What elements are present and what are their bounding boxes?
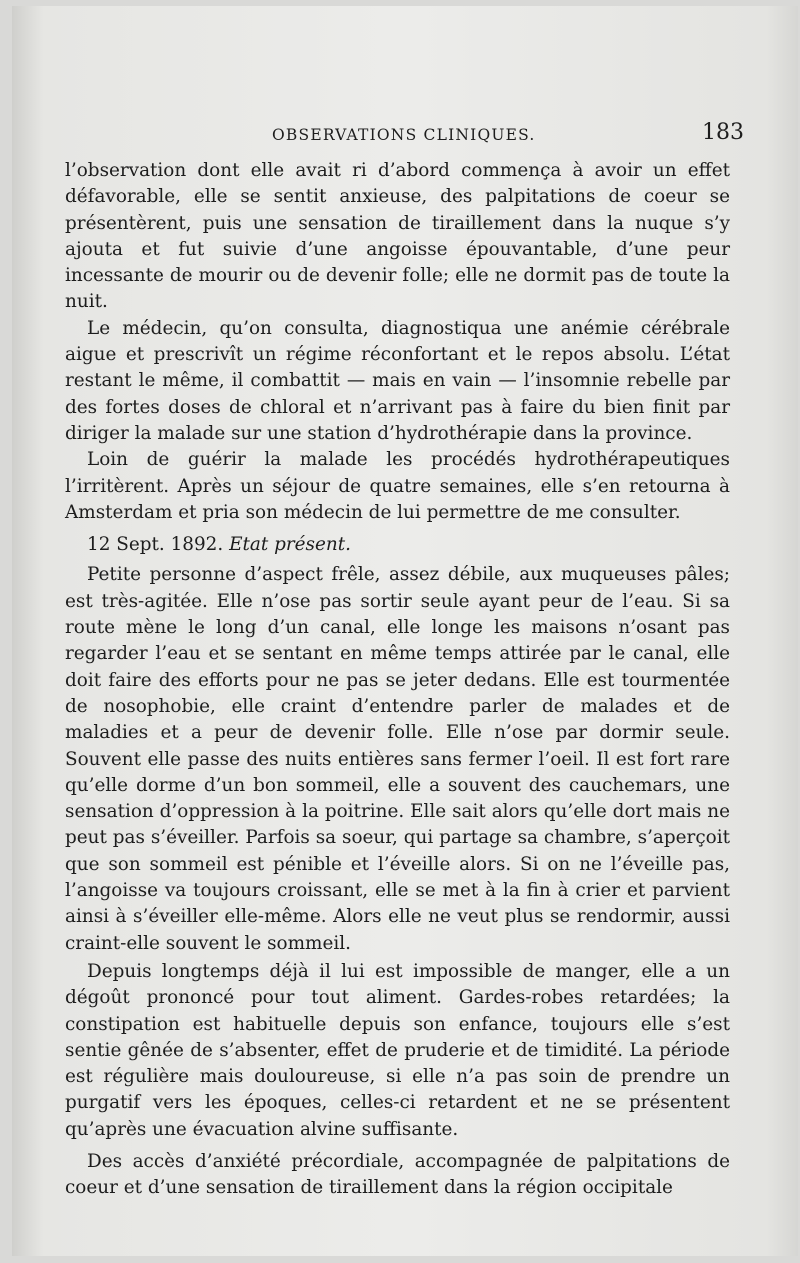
paragraph: l’observation dont elle avait ri d’abord commença à avoir un effet défavorable, elle se sentit anxieuse, des palpitations de coeur se présentèrent, puis une sensation de tiraillement dans la nuque s’y ajouta et fut suivie d’une angoisse épouvantable, d’une peur incessante de mourir ou de devenir folle; elle ne dormit pas de toute la nuit.: [65, 160, 730, 313]
date-line: [65, 532, 730, 558]
running-title: OBSERVATIONS CLINIQUES.: [272, 126, 536, 144]
body-text: [65, 158, 730, 1202]
paragraph: Petite personne d’aspect frêle, assez débile, aux muqueuses pâles; est très-agitée. Elle n’ose pas sortir seule ayant peur de l’eau. Si sa route mène le long d’un canal, elle longe les maisons n’osant pas regarder l’eau et se sentant en même temps attirée par le canal, elle doit faire des efforts pour ne pas se jeter dedans. Elle est tourmentée de nosophobie, elle craint d’entendre parler de malades et de maladies et a peur de devenir folle. Elle n’ose par dormir seule. Souvent elle passe des nuits entières sans fermer l’oeil. Il est fort rare qu’elle dorme d’un bon sommeil, elle a souvent des cauchemars, une sensation d’oppression à la poitrine. Elle sait alors qu’elle dort mais ne peut pas s’éveiller. Parfois sa soeur, qui partage sa chambre, s’aperçoit que son sommeil est pénible et l’éveille alors. Si on ne l’éveille pas, l’angoisse va toujours croissant, elle se met à la fin à crier et parvient ainsi à s’éveiller elle-même. Alors elle ne veut plus se rendormir, aussi craint-elle souvent le sommeil.: [65, 564, 730, 954]
state-label: Etat présent.: [229, 534, 351, 556]
paragraph: Le médecin, qu’on consulta, diagnostiqua une anémie cérébrale aigue et prescrivît un régime réconfortant et le repos absolu. L’état restant le même, il combattit — mais en vain — l’insomnie rebelle par des fortes doses de chloral et n’arrivant pas à faire du bien finit par diriger la malade sur une station d’hydrothérapie dans la province.: [65, 317, 730, 444]
paragraph: Depuis longtemps déjà il lui est impossible de manger, elle a un dégoût prononcé pour tout aliment. Gardes-robes retardées; la constipation est habituelle depuis son enfance, toujours elle s’est sentie gênée de s’absenter, effet de pruderie et de timidité. La période est régulière mais douloureuse, si elle n’a pas soin de prendre un purgatif vers les époques, celles-ci retardent et ne se présentent qu’après une évacuation alvine suffisante.: [65, 960, 730, 1140]
paragraph: Des accès d’anxiété précordiale, accompagnée de palpitations de coeur et d’une sensation de tiraillement dans la région occipitale: [65, 1150, 730, 1199]
paragraph: Loin de guérir la malade les procédés hydrothérapeutiques l’irritèrent. Après un séjour de quatre semaines, elle s’en retourna à Amsterdam et pria son médecin de lui permettre de me consulter.: [65, 449, 730, 523]
observation-date: 12 Sept. 1892.: [87, 534, 224, 556]
page-number: 183: [702, 120, 744, 145]
page-header: [72, 120, 744, 150]
